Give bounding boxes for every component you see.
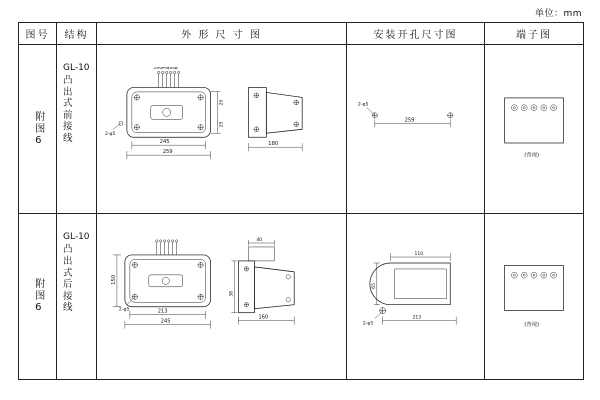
dim-38: 38 — [229, 291, 235, 298]
structure-model-label: GL-10 — [63, 62, 90, 73]
spec-table — [18, 22, 584, 380]
dim-160: 160 — [258, 315, 269, 322]
dim-259-mount: 259 — [404, 117, 415, 124]
dim-213: 213 — [157, 309, 168, 316]
svg-text:4: 4 — [166, 66, 172, 70]
structure-type-label: 凸出式前接线 — [63, 74, 73, 144]
outline-drawing-front-wiring — [97, 45, 346, 214]
cell-mounting-drawing-1 — [347, 45, 485, 214]
header-outline-dims: 外 形 尺 寸 图 — [97, 23, 347, 44]
header-mounting-dims: 安装开孔尺寸图 — [347, 23, 485, 44]
mounting-drawing-front-wiring — [347, 45, 484, 214]
svg-text:25: 25 — [219, 121, 225, 128]
dim-150: 150 — [110, 275, 117, 286]
dim-65: 65 — [371, 283, 377, 290]
dim-110: 110 — [414, 252, 424, 258]
cell-outline-drawing-1 — [97, 45, 347, 214]
dim-hole-2: 2-φ5 — [357, 102, 369, 108]
svg-text:2: 2 — [158, 66, 164, 70]
cell-terminal-drawing-1 — [485, 45, 583, 214]
header-structure: 结构 — [57, 23, 97, 44]
svg-text:3: 3 — [162, 66, 168, 70]
unit-note: 单位：mm — [534, 9, 582, 19]
table-header-row — [19, 23, 583, 45]
terminal-drawing-rear-wiring — [485, 214, 583, 379]
cell-terminal-drawing-2 — [485, 214, 583, 379]
mounting-drawing-rear-wiring — [347, 214, 484, 379]
terminal-caption-2: (背视) — [524, 322, 540, 329]
dim-213-mount: 213 — [412, 316, 422, 322]
terminal-caption-1: (背视) — [524, 152, 540, 159]
dim-245: 245 — [159, 139, 170, 146]
header-fig-no: 图号 — [19, 23, 57, 44]
fig-no-label: 附图6 — [32, 110, 44, 148]
terminal-drawing-front-wiring — [485, 45, 583, 214]
cell-mounting-drawing-2 — [347, 214, 485, 379]
dim-hole-4: 2-φ5 — [362, 322, 374, 328]
cell-structure-1 — [57, 45, 97, 214]
cell-fig-no-1 — [19, 45, 57, 214]
header-terminal: 端子图 — [516, 29, 552, 41]
dim-hole-3: 2-φ5 — [118, 308, 130, 314]
structure-model-label: GL-10 — [63, 232, 90, 243]
dim-259: 259 — [162, 149, 173, 156]
dim-hole-1: 2-φ5 — [104, 132, 116, 138]
fig-no-label: 附图6 — [32, 278, 44, 316]
svg-text:6: 6 — [174, 66, 180, 70]
cell-outline-drawing-2 — [97, 214, 347, 379]
table-row — [19, 214, 583, 379]
cell-structure-2 — [57, 214, 97, 379]
dim-180: 180 — [268, 141, 279, 148]
svg-text:20: 20 — [219, 99, 225, 106]
outline-drawing-rear-wiring — [97, 214, 346, 379]
cell-fig-no-2 — [19, 214, 57, 379]
svg-text:5: 5 — [170, 66, 176, 70]
dim-40: 40 — [256, 238, 263, 244]
dim-245-2: 245 — [160, 319, 171, 326]
structure-type-label: 凸出式后接线 — [63, 244, 73, 314]
svg-text:1: 1 — [154, 66, 160, 70]
table-row — [19, 45, 583, 215]
